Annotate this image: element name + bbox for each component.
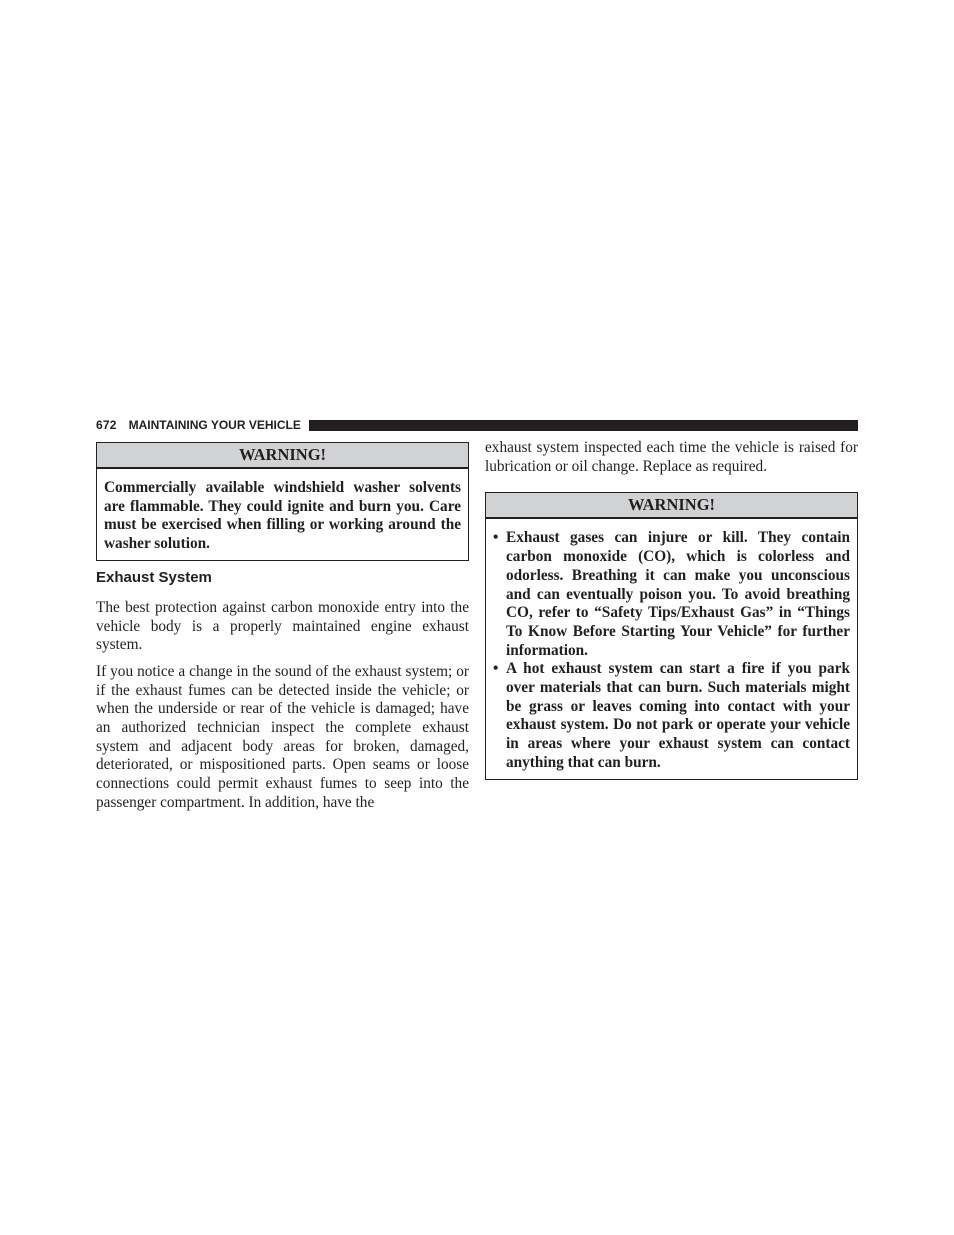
continuation-paragraph: exhaust system inspected each time the vehicle is raised for lubrication or oil change. Replace as required. xyxy=(485,439,858,475)
body-paragraph: The best protection against carbon monoxide entry into the vehicle body is a properly maintained engine exhaust system. xyxy=(96,598,469,654)
page-header xyxy=(96,418,858,432)
section-title: MAINTAINING YOUR VEHICLE xyxy=(128,418,301,432)
page-number: 672 xyxy=(96,418,117,432)
warning-bullet-list xyxy=(493,529,850,772)
left-column xyxy=(96,442,469,813)
header-rule xyxy=(309,420,858,431)
exhaust-system-heading: Exhaust System xyxy=(96,568,212,586)
warning-body xyxy=(97,469,468,560)
body-paragraph: If you notice a change in the sound of the exhaust system; or if the exhaust fumes can be detected inside the vehicle; or when the underside or rear of the vehicle is damaged; have an authorized technician inspect the complete exhaust system and adjacent body areas for broken, damaged, deteriorated, or mispositioned parts. Open seams or loose connections could permit exhaust fumes to seep into the passenger compartment. In addition, have the xyxy=(96,662,469,811)
washer-solvent-warning xyxy=(96,442,469,561)
exhaust-warning xyxy=(485,492,858,779)
warning-bullet: • A hot exhaust system can start a fire if you park over materials that can burn. Such materials might be grass or leaves coming into contact with your exhaust system. Do not park or operate your vehicle in areas where your exhaust system can contact anything that can burn. xyxy=(493,660,850,772)
warning-bullet: • Exhaust gases can injure or kill. They contain carbon monoxide (CO), which is colorless and odorless. Breathing it can make you unconscious and can eventually poison you. To avoid breathing CO, refer to “Safety Tips/Exhaust Gas” in “Things To Know Before Starting Your Vehicle” for further information. xyxy=(493,529,850,660)
warning-body xyxy=(486,519,857,778)
warning-title: WARNING! xyxy=(97,443,468,469)
warning-title: WARNING! xyxy=(486,493,857,519)
warning-text: Commercially available windshield washer solvents are flammable. They could ignite and burn you. Care must be exercised when filling or working around the washer solution. xyxy=(104,479,461,553)
right-column xyxy=(485,439,858,780)
